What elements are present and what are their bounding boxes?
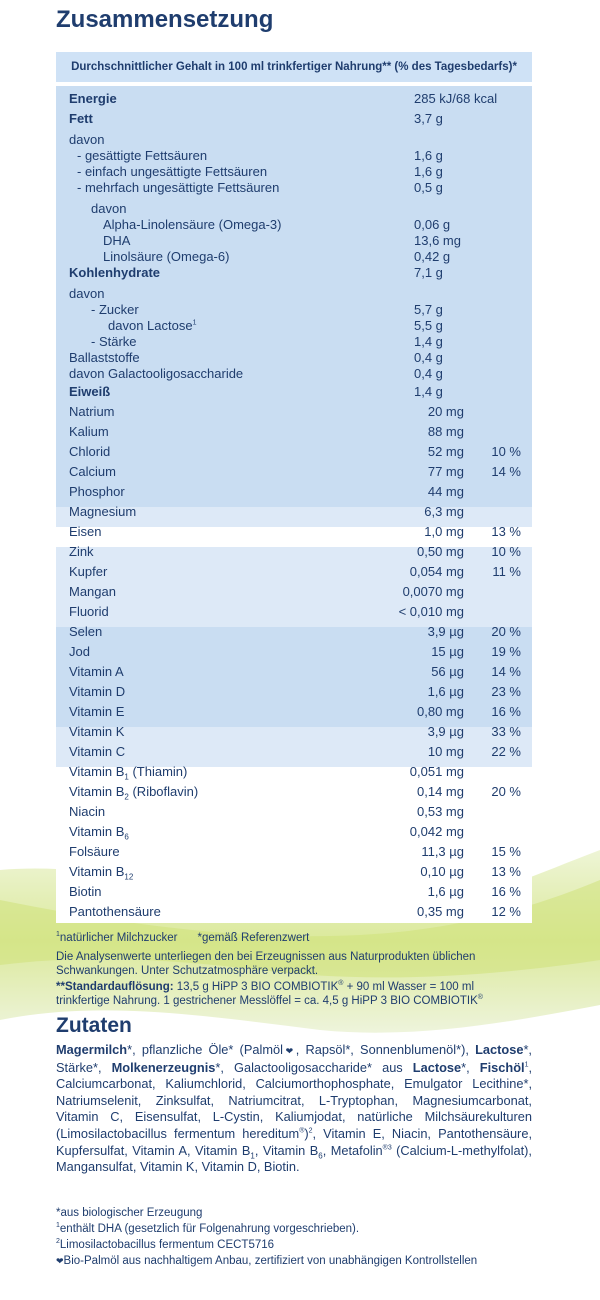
nutrient-value: 1,4 g [414,334,443,349]
table-row [56,109,532,129]
table-row [56,642,532,662]
nutrient-name: Vitamin $B_2$ (Riboflavin) [69,784,199,802]
table-row [56,822,532,842]
nutrient-value: 0,14 mg [417,784,464,799]
nutrient-name: davon [69,132,105,147]
nutrient-name: davon Galactooligosaccharide [69,366,244,381]
nutrient-name: Niacin [69,804,106,819]
nutrient-value: 0,35 mg [417,904,464,919]
nutrient-value: 0,06 g [414,217,451,232]
nutrient-percent: 20 % [491,784,521,799]
nutrient-name: Pantothensäure [69,904,161,919]
nutrient-name: - Stärke [91,334,137,349]
nutrient-name: davon Lactose$^1$ [108,318,197,333]
analysis-line-1: Die Analysenwerte unterliegen den bei Erzeugnissen aus Naturprodukten üblichen [56,951,476,963]
table-row [56,178,532,198]
nutrient-percent: 13 % [491,524,521,539]
table-row [56,364,532,384]
nutrient-value: 0,4 g [414,350,443,365]
nutrient-percent: 10 % [491,444,521,459]
nutrient-value: 1,0 mg [424,524,464,539]
nutrient-value: 5,5 g [414,318,443,333]
nutrient-name: Alpha-Linolensäure (Omega-3) [103,217,282,232]
nutrient-name: Vitamin D [69,684,126,699]
nutrient-percent: 20 % [491,624,521,639]
footer-bio: *aus biologischer Erzeugung [56,1207,203,1219]
table-row [56,263,532,283]
nutrient-percent: 16 % [491,884,521,899]
footnote-reference: *gemäß Referenzwert [197,932,310,944]
nutrient-name: Energie [69,91,117,106]
nutrient-value: 10 mg [427,744,464,759]
nutrient-name: Biotin [69,884,102,899]
nutrient-name: Folsäure [69,844,120,859]
nutrient-name: davon [91,201,127,216]
table-row [56,682,532,702]
nutrient-percent: 13 % [491,864,521,879]
nutrient-value: < 0,010 mg [398,604,464,619]
nutrient-name: Fett [69,111,93,126]
nutrient-percent: 14 % [491,664,521,679]
nutrient-percent: 23 % [491,684,521,699]
table-row [56,662,532,682]
nutrient-percent: 14 % [491,464,521,479]
nutrient-name: Natrium [69,404,115,419]
nutrient-value: 1,6 g [414,164,443,179]
nutrient-value: 0,051 mg [409,764,464,779]
footer-dha: $^1$enthält DHA (gesetzlich für Folgenahrung vorgeschrieben). [56,1222,360,1235]
nutrient-value: 0,5 g [414,180,443,195]
table-row [56,522,532,542]
footer-palmoil: ❤Bio-Palmöl aus nachhaltigem Anbau, zertifiziert von unabhängigen Kontrollstellen [56,1255,478,1267]
table-row [56,462,532,482]
nutrient-value: 6,3 mg [424,504,464,519]
table-row [56,422,532,442]
nutrient-name: Kalium [69,424,109,439]
nutrient-percent: 12 % [491,904,521,919]
nutrient-name: Jod [69,644,90,659]
table-row [56,502,532,522]
nutrient-value: 44 mg [427,484,464,499]
standard-line-2: trinkfertige Nahrung. 1 gestrichener Messlöffel = ca. 4,5 g HiPP 3 BIO COMBIOTIK® [56,994,483,1007]
table-header-text: Durchschnittlicher Gehalt in 100 ml trinkfertiger Nahrung** (% des Tagesbedarfs)* [71,61,517,73]
footer-limosilactobacillus: $^2$Limosilactobacillus fermentum CECT5716 [56,1238,275,1251]
nutrient-name: Phosphor [69,484,125,499]
nutrient-value: 0,42 g [414,249,451,264]
nutrient-value: 0,054 mg [409,564,464,579]
footnote-lactose: $^1$natürlicher Milchzucker *gemäß Referenzwert [56,931,310,944]
nutrition-table [56,86,532,923]
table-row [56,542,532,562]
table-row [56,382,532,402]
nutrient-value: 88 mg [427,424,464,439]
nutrient-name: Eisen [69,524,102,539]
table-row [56,622,532,642]
page-title: Zusammensetzung [56,6,274,33]
table-row [56,722,532,742]
nutrient-value: 3,9 µg [427,624,464,639]
table-row [56,842,532,862]
table-row [56,782,532,802]
heart-icon: ❤ [282,1046,296,1056]
nutrient-name: Selen [69,624,103,639]
nutrient-value: 5,7 g [414,302,443,317]
nutrient-name: Kohlenhydrate [69,265,161,280]
nutrient-value: 1,4 g [414,384,443,399]
nutrient-name: Calcium [69,464,116,479]
table-row [56,742,532,762]
footnote-lactose-text: natürlicher Milchzucker [59,932,178,944]
nutrient-value: 3,7 g [414,111,443,126]
heart-icon: ❤ [56,1256,64,1266]
nutrient-percent: 16 % [491,704,521,719]
nutrient-value: 52 mg [427,444,464,459]
nutrient-name: Mangan [69,584,116,599]
nutrient-value: 3,9 µg [427,724,464,739]
table-row [56,89,532,109]
nutrient-percent: 10 % [491,544,521,559]
nutrient-name: Zink [69,544,94,559]
nutrient-name: Vitamin $B_1$ (Thiamin) [69,764,188,782]
table-row [56,702,532,722]
nutrient-name: Vitamin K [69,724,125,739]
table-row [56,902,532,922]
nutrient-name: Kupfer [69,564,108,579]
table-row [56,562,532,582]
standard-line-1: **Standardauflösung: 13,5 g HiPP 3 BIO COMBIOTIK® + 90 ml Wasser = 100 ml [56,980,475,993]
nutrient-name: Ballaststoffe [69,350,140,365]
nutrient-value: 1,6 µg [427,684,464,699]
nutrient-name: Vitamin C [69,744,126,759]
nutrient-name: DHA [103,233,131,248]
table-row [56,582,532,602]
nutrient-name: - gesättigte Fettsäuren [77,148,208,163]
nutrient-percent: 15 % [491,844,521,859]
table-row [56,762,532,782]
ingredients-text: Magermilch*, pflanzliche Öle* (Palmöl❤, Rapsöl*, Sonnenblumenöl*), Lactose*, Stärke*, Molkenerzeugnis*, Galactooligosaccharide* aus Lactose*, Fischöl$^1$, Calciumcarbonat, Kaliumchlorid, Calciumorthophosphate, Emulgator Lecithine*, Natriumselenit, Zinksulfat, Natriumcitrat, L-Tryptophan, Magnesiumcarbonat, Vitamin C, Eisensulfat, L-Cystin, Kaliumjodat, natürliche Milchsäurekulturen (Limosilactobacillus fermentum hereditum®)$^2$, Vitamin E, Niacin, Pantothensäure, Kupfersulfat, Vitamin A, Vitamin $B_1$, Vitamin $B_6$, Metafolin$^{®3}$ (Calcium-L-methylfolat), Mangansulfat, Vitamin K, Vitamin D, Biotin. [56,1042,533,1175]
table-row [56,882,532,902]
nutrient-percent: 33 % [491,724,521,739]
nutrient-name: - einfach ungesättigte Fettsäuren [77,164,268,179]
ingredients-heading: Zutaten [56,1014,132,1037]
nutrient-value: 0,53 mg [417,804,464,819]
nutrient-percent: 11 % [492,564,521,579]
nutrient-value: 0,0070 mg [402,584,464,599]
nutrient-value: 7,1 g [414,265,443,280]
nutrient-value: 0,042 mg [409,824,464,839]
table-header [56,52,532,82]
nutrient-name: Chlorid [69,444,111,459]
nutrient-name: davon [69,286,105,301]
nutrient-value: 11,3 µg [421,844,464,859]
nutrient-value: 0,50 mg [417,544,464,559]
nutrient-value: 15 µg [431,644,464,659]
nutrient-name: - mehrfach ungesättigte Fettsäuren [77,180,280,195]
nutrient-value: 0,10 µg [420,864,464,879]
nutrient-value: 77 mg [427,464,464,479]
nutrient-percent: 19 % [491,644,521,659]
nutrient-value: 56 µg [431,664,464,679]
nutrient-name: Fluorid [69,604,109,619]
nutrient-name: Linolsäure (Omega-6) [103,249,230,264]
table-row [56,442,532,462]
table-row [56,862,532,882]
nutrient-value: 20 mg [427,404,464,419]
nutrient-value: 1,6 g [414,148,443,163]
table-row [56,802,532,822]
nutrient-name: - Zucker [91,302,139,317]
nutrient-percent: 22 % [491,744,521,759]
table-row [56,602,532,622]
nutrient-name: Vitamin $B_{12}$ [69,864,134,882]
table-row [56,482,532,502]
nutrient-value: 1,6 µg [427,884,464,899]
nutrient-name: Vitamin A [69,664,124,679]
nutrient-value: 0,80 mg [417,704,464,719]
table-row [56,402,532,422]
nutrient-name: Eiweiß [69,384,111,399]
standard-label: **Standardauflösung: [56,981,174,993]
nutrient-name: Vitamin E [69,704,125,719]
nutrient-value: 13,6 mg [414,233,461,248]
analysis-line-2: Schwankungen. Unter Schutzatmosphäre verpackt. [56,965,319,977]
nutrient-value: 285 kJ/68 kcal [414,91,498,106]
nutrient-name: Magnesium [69,504,137,519]
nutrient-value: 0,4 g [414,366,443,381]
nutrient-name: Vitamin $B_6$ [69,824,129,842]
